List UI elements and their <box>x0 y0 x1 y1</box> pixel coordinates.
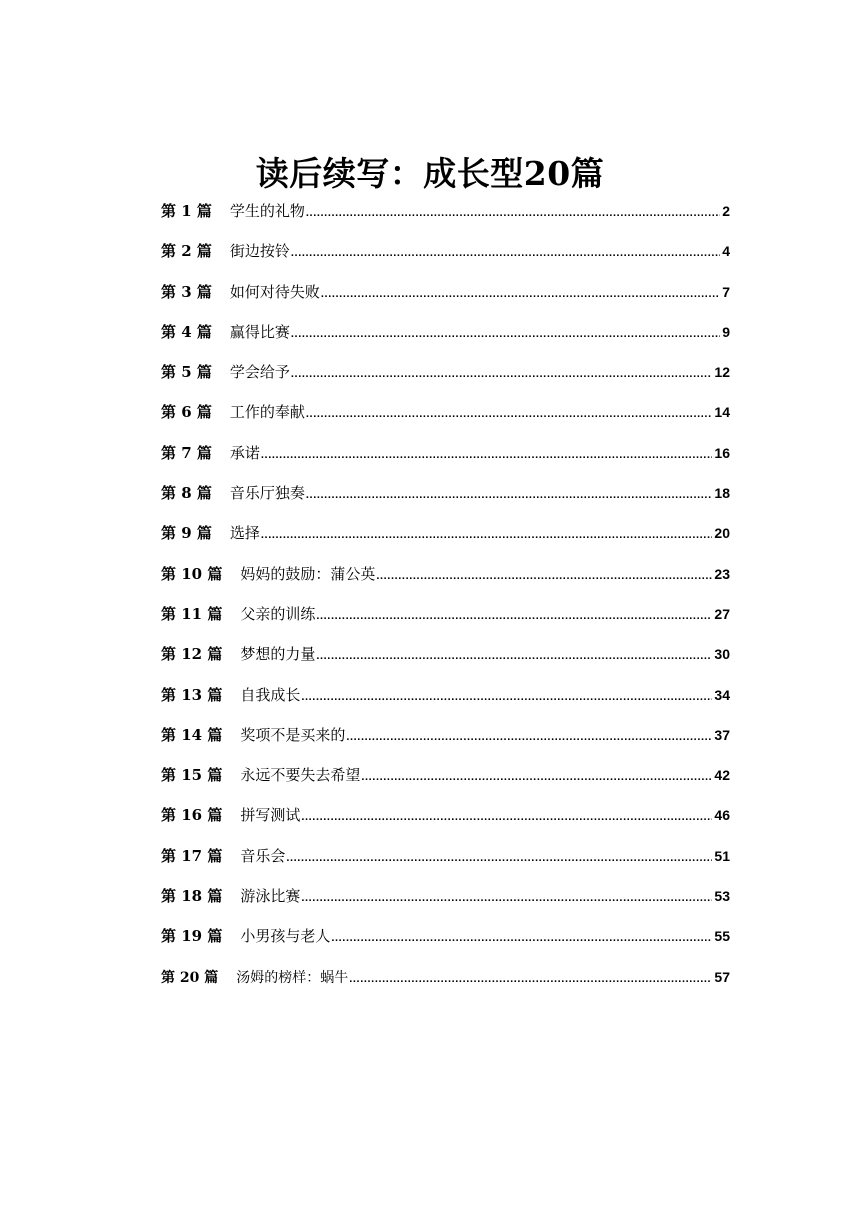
toc-entry[interactable] <box>161 762 730 802</box>
document-title: 读后续写：成长型20篇 <box>255 154 605 194</box>
toc-entry-title: 音乐厅独奏 <box>229 484 305 503</box>
toc-entry-page: 14 <box>714 404 730 421</box>
toc-entry-number: 第 16 篇 <box>161 806 223 825</box>
toc-entry-page: 16 <box>714 444 730 461</box>
toc-entry-number: 第 14 篇 <box>161 725 223 744</box>
toc-dot-leader <box>306 401 713 427</box>
toc-dot-leader <box>316 603 712 629</box>
toc-dot-leader <box>261 522 713 548</box>
toc-entry-page: 23 <box>714 565 730 582</box>
toc-entry[interactable] <box>161 722 730 762</box>
toc-dot-leader <box>376 563 712 589</box>
toc-entry[interactable] <box>161 923 730 963</box>
toc-entry-title: 永远不要失去希望 <box>240 766 361 785</box>
toc-entry-number: 第 1 篇 <box>161 202 212 220</box>
toc-entry-title: 自我成长 <box>240 685 301 704</box>
toc-entry-page: 4 <box>722 243 730 260</box>
toc-dot-leader <box>361 764 712 790</box>
toc-entry[interactable] <box>161 964 730 1004</box>
toc-entry-page: 46 <box>714 807 730 824</box>
toc-entry-number: 第 9 篇 <box>161 524 212 543</box>
toc-dot-leader <box>321 281 720 307</box>
toc-entry-title: 游泳比赛 <box>240 887 301 906</box>
toc-entry-page: 55 <box>714 928 730 945</box>
toc-entry-page: 7 <box>722 283 730 300</box>
toc-dot-leader <box>301 684 712 710</box>
toc-entry-title: 妈妈的鼓励：蒲公英 <box>240 564 376 583</box>
toc-entry[interactable] <box>161 520 730 560</box>
toc-entry-number: 第 13 篇 <box>161 685 223 704</box>
toc-entry[interactable] <box>161 641 730 681</box>
toc-entry-title: 如何对待失败 <box>229 282 320 301</box>
toc-entry-number: 第 17 篇 <box>161 846 223 865</box>
toc-entry-title: 音乐会 <box>240 846 286 865</box>
toc-entry-title: 赢得比赛 <box>229 322 290 341</box>
toc-entry-number: 第 7 篇 <box>161 443 212 462</box>
toc-entry-page: 9 <box>722 323 730 340</box>
toc-entry[interactable] <box>161 279 730 319</box>
toc-entry-number: 第 3 篇 <box>161 282 212 301</box>
toc-entry-page: 37 <box>714 726 730 743</box>
toc-dot-leader <box>291 240 720 266</box>
toc-entry-number: 第 2 篇 <box>161 242 212 261</box>
toc-entry-title: 梦想的力量 <box>240 645 316 664</box>
toc-entry-number: 第 4 篇 <box>161 322 212 341</box>
toc-entry-number: 第 10 篇 <box>161 564 223 583</box>
table-of-contents <box>161 198 730 1004</box>
toc-entry-title: 小男孩与老人 <box>240 927 331 946</box>
toc-entry-title: 承诺 <box>229 443 260 462</box>
toc-entry-page: 57 <box>714 968 730 985</box>
toc-entry[interactable] <box>161 682 730 722</box>
toc-entry-number: 第 15 篇 <box>161 766 223 785</box>
toc-dot-leader <box>316 643 712 669</box>
toc-entry[interactable] <box>161 843 730 883</box>
toc-entry-number: 第 6 篇 <box>161 403 212 422</box>
toc-entry[interactable] <box>161 561 730 601</box>
toc-dot-leader <box>346 724 712 750</box>
toc-entry-page: 12 <box>714 364 730 381</box>
toc-entry-page: 42 <box>714 767 730 784</box>
toc-entry[interactable] <box>161 883 730 923</box>
toc-entry-title: 学生的礼物 <box>229 202 305 220</box>
toc-entry-title: 工作的奉献 <box>229 403 305 422</box>
toc-entry[interactable] <box>161 440 730 480</box>
toc-entry-number: 第 8 篇 <box>161 484 212 503</box>
toc-dot-leader <box>306 200 720 226</box>
toc-entry[interactable] <box>161 601 730 641</box>
toc-entry-page: 34 <box>714 686 730 703</box>
toc-entry-title: 奖项不是买来的 <box>240 725 346 744</box>
toc-entry-title: 学会给予 <box>229 363 290 382</box>
toc-entry[interactable] <box>161 359 730 399</box>
toc-dot-leader <box>301 885 712 911</box>
toc-entry-title: 拼写测试 <box>240 806 301 825</box>
toc-entry-page: 2 <box>722 203 730 219</box>
toc-entry[interactable] <box>161 238 730 278</box>
toc-entry-number: 第 5 篇 <box>161 363 212 382</box>
toc-entry-page: 30 <box>714 646 730 663</box>
toc-dot-leader <box>349 966 712 992</box>
toc-entry[interactable] <box>161 480 730 520</box>
toc-dot-leader <box>331 925 712 951</box>
toc-entry-number: 第 18 篇 <box>161 887 223 906</box>
toc-entry[interactable] <box>161 399 730 439</box>
toc-dot-leader <box>261 442 713 468</box>
toc-entry-title: 选择 <box>229 524 260 543</box>
toc-dot-leader <box>291 321 720 347</box>
toc-entry[interactable] <box>161 319 730 359</box>
toc-entry-number: 第 19 篇 <box>161 927 223 946</box>
toc-entry-number: 第 11 篇 <box>161 604 223 623</box>
toc-entry-number: 第 12 篇 <box>161 645 223 664</box>
toc-entry-title: 父亲的训练 <box>240 604 316 623</box>
toc-entry-page: 18 <box>714 485 730 502</box>
toc-entry[interactable] <box>161 198 730 238</box>
toc-dot-leader <box>301 804 712 830</box>
toc-dot-leader <box>286 845 712 871</box>
toc-entry-page: 27 <box>714 605 730 622</box>
toc-entry-page: 20 <box>714 525 730 542</box>
toc-entry-page: 51 <box>714 847 730 864</box>
toc-entry-title: 汤姆的榜样：蜗牛 <box>236 969 349 986</box>
toc-entry-page: 53 <box>714 888 730 905</box>
toc-entry-number: 第 20 篇 <box>161 969 219 986</box>
toc-entry[interactable] <box>161 802 730 842</box>
toc-dot-leader <box>291 361 713 387</box>
toc-dot-leader <box>306 482 713 508</box>
toc-entry-title: 街边按铃 <box>229 242 290 261</box>
